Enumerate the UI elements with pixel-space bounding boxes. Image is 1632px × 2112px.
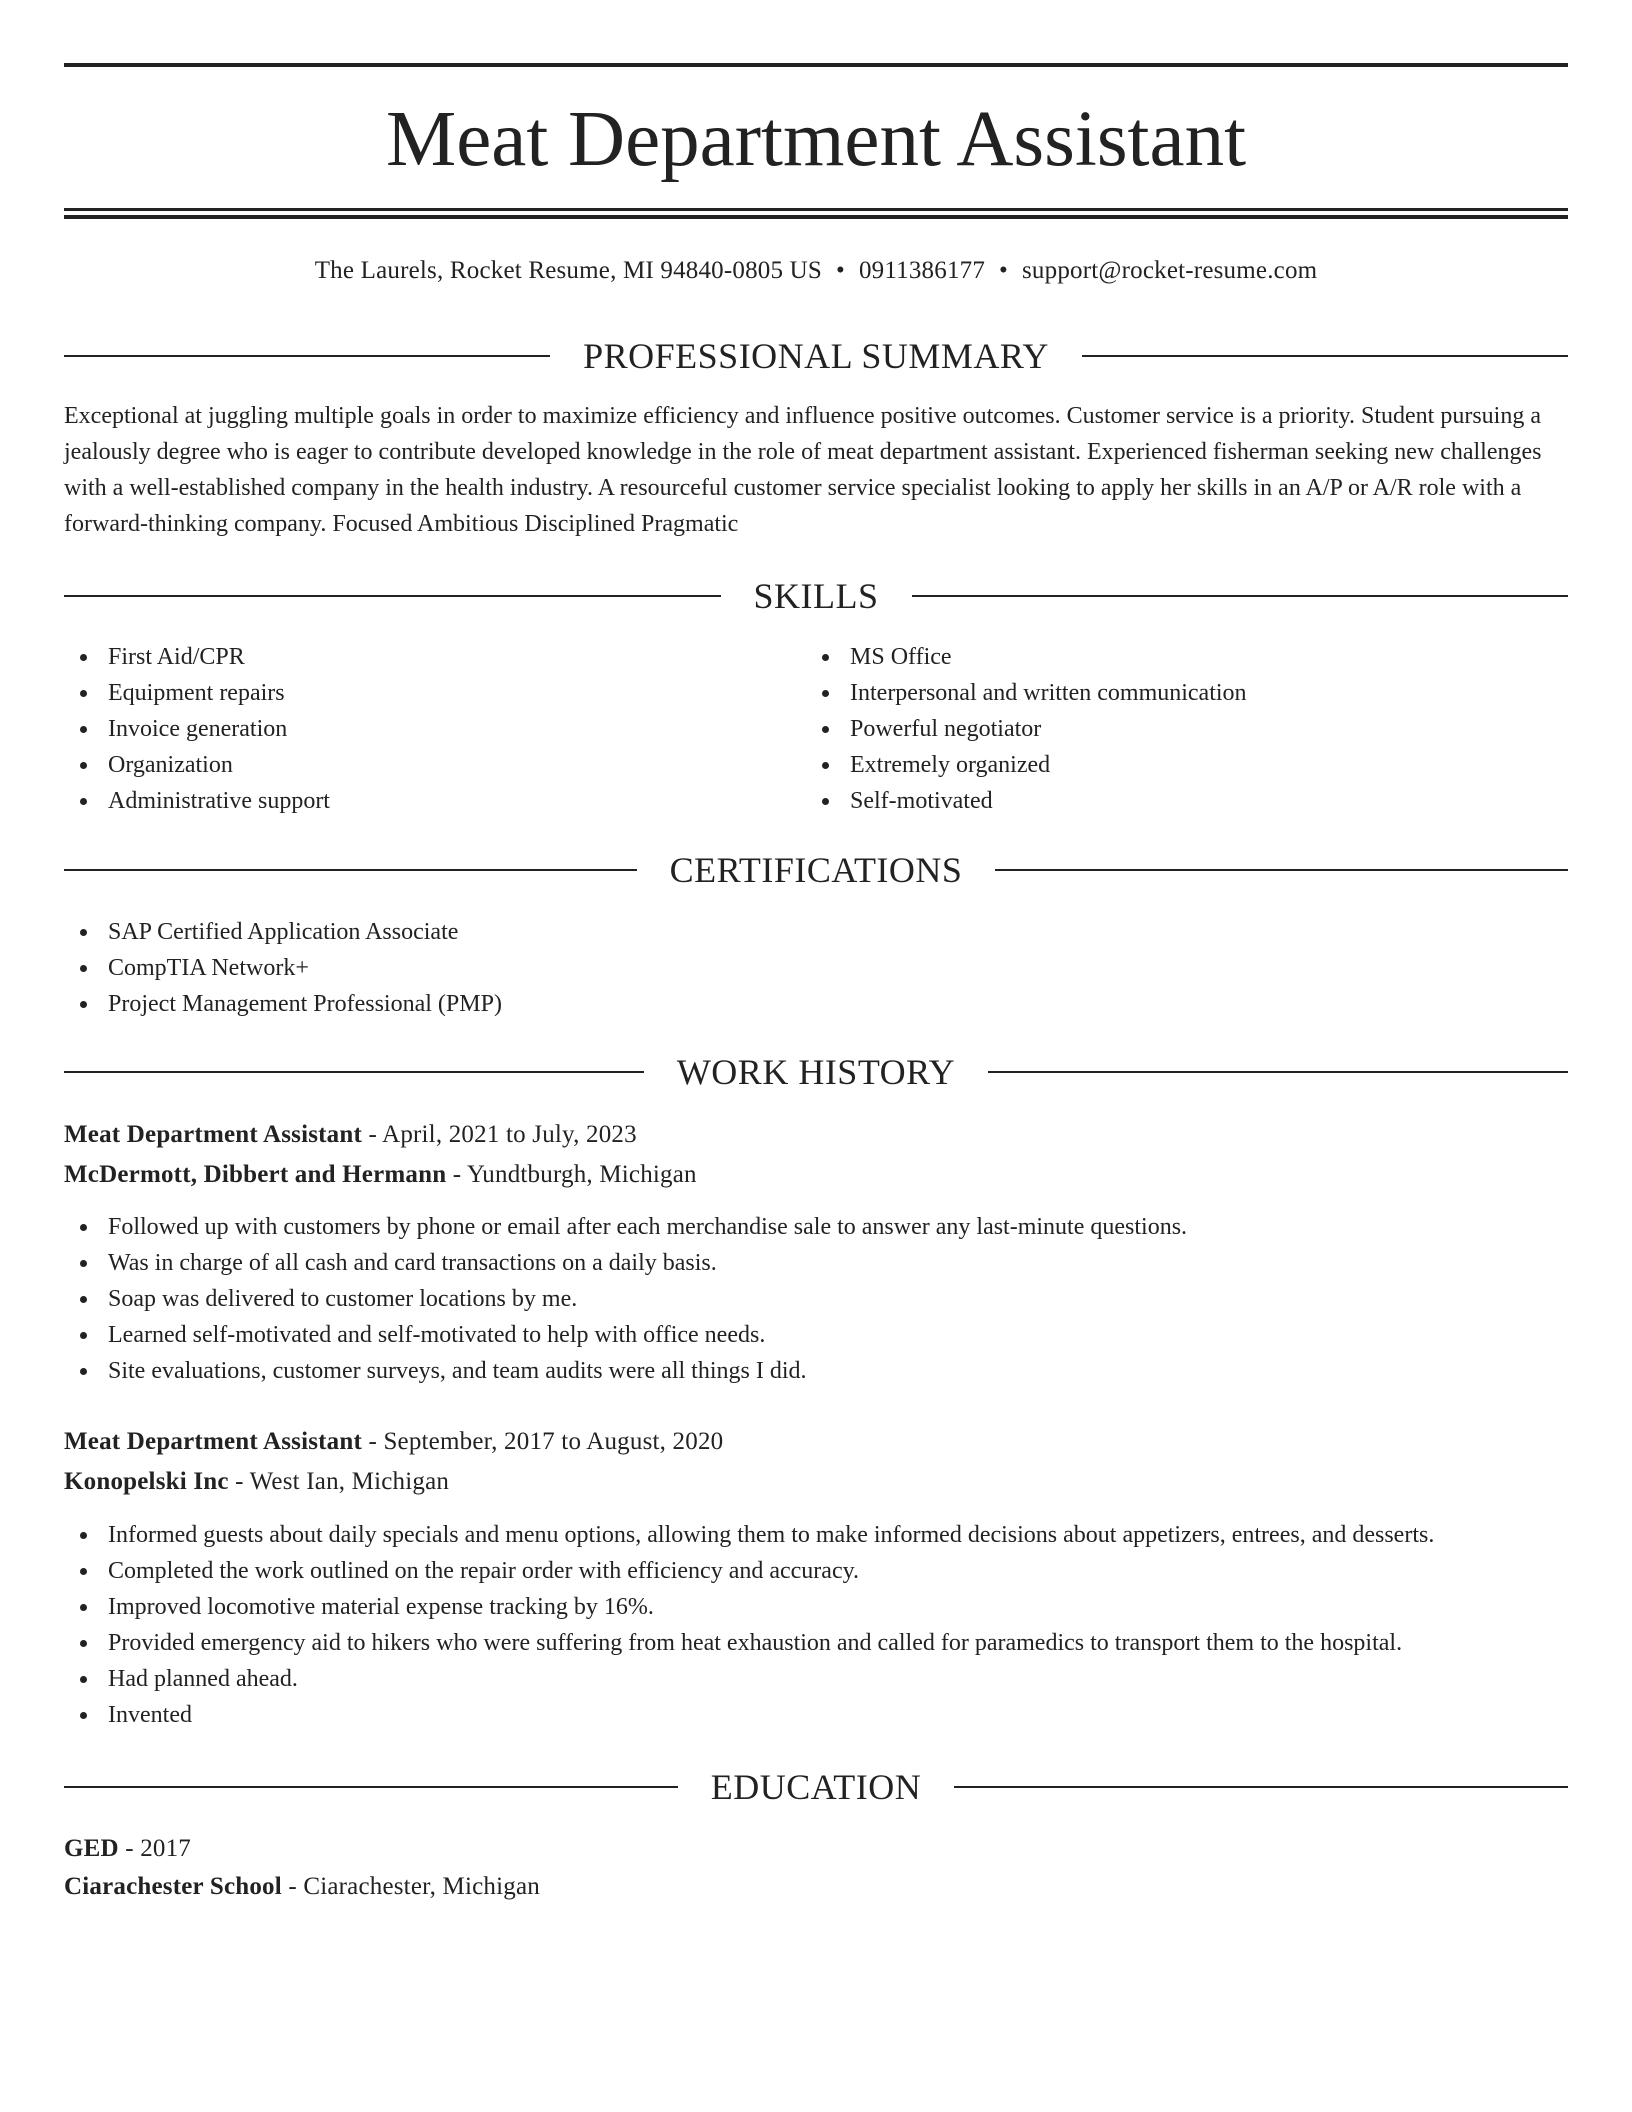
job-company: McDermott, Dibbert and Hermann (64, 1161, 447, 1188)
section-title: SKILLS (753, 576, 879, 616)
job-title-line (64, 1424, 723, 1460)
divider-line (64, 355, 550, 357)
skill-item: Powerful negotiator (806, 711, 1247, 747)
job-duty-item: Learned self-motivated and self-motivated to help with office needs. (64, 1317, 1187, 1353)
job-duties-list (64, 1517, 1434, 1733)
skill-item: Extremely organized (806, 747, 1247, 783)
section-title: PROFESSIONAL SUMMARY (583, 336, 1049, 376)
education-school-line (64, 1869, 540, 1905)
section-heading-skills (64, 574, 1568, 618)
skill-item: Self-motivated (806, 783, 1247, 819)
education-school: Ciarachester School (64, 1873, 282, 1900)
section-title: WORK HISTORY (676, 1052, 956, 1092)
skill-item: Equipment repairs (64, 675, 330, 711)
job-duty-item: Completed the work outlined on the repair order with efficiency and accuracy. (64, 1553, 1434, 1589)
divider-line (912, 595, 1569, 597)
skill-item: Interpersonal and written communication (806, 675, 1247, 711)
education-location: - Ciarachester, Michigan (281, 1873, 540, 1900)
section-heading-education (64, 1765, 1568, 1809)
divider-line (995, 869, 1568, 871)
job-duty-item: Informed guests about daily specials and menu options, allowing them to make informed decisions about appetizers, entrees, and desserts. (64, 1517, 1434, 1553)
contact-separator: • (836, 257, 845, 284)
job-company: Konopelski Inc (64, 1468, 229, 1495)
contact-address: The Laurels, Rocket Resume, MI 94840-0805 US (314, 257, 823, 284)
job-duty-item: Had planned ahead. (64, 1661, 1434, 1697)
skill-item: Organization (64, 747, 330, 783)
skill-item: First Aid/CPR (64, 639, 330, 675)
skills-list-right (806, 639, 1247, 819)
certifications-list (64, 914, 502, 1022)
job-duty-item: Soap was delivered to customer locations by me. (64, 1281, 1187, 1317)
resume-name-heading: Meat Department Assistant (385, 96, 1247, 183)
job-dates: - September, 2017 to August, 2020 (362, 1428, 724, 1455)
certification-item: SAP Certified Application Associate (64, 914, 502, 950)
skill-item: MS Office (806, 639, 1247, 675)
divider-line (64, 869, 637, 871)
divider-line (64, 1071, 644, 1073)
skill-item: Administrative support (64, 783, 330, 819)
job-title: Meat Department Assistant (64, 1428, 363, 1455)
section-heading-summary (64, 334, 1568, 378)
section-title: CERTIFICATIONS (669, 850, 963, 890)
job-location: - West Ian, Michigan (228, 1468, 450, 1495)
certification-item: CompTIA Network+ (64, 950, 502, 986)
contact-line (64, 253, 1568, 289)
education-degree-line (64, 1831, 191, 1867)
job-duty-item: Was in charge of all cash and card transactions on a daily basis. (64, 1245, 1187, 1281)
job-duties-list (64, 1209, 1187, 1389)
job-title: Meat Department Assistant (64, 1121, 363, 1148)
job-duty-item: Followed up with customers by phone or email after each merchandise sale to answer any last-minute questions. (64, 1209, 1187, 1245)
education-year: - 2017 (118, 1835, 192, 1862)
section-title: EDUCATION (710, 1767, 922, 1807)
divider-line (988, 1071, 1568, 1073)
job-company-line (64, 1464, 449, 1500)
top-rule (64, 63, 1568, 67)
contact-phone: 0911386177 (858, 257, 986, 284)
skill-item: Invoice generation (64, 711, 330, 747)
summary-paragraph: Exceptional at juggling multiple goals in order to maximize efficiency and influence positive outcomes. Customer service is a priority. Student pursuing a jealously degree who is eager to contribute developed knowledge in the role of meat department assistant. Experienced fisherman seeking new challenges with a well-established company in the health industry. A resourceful customer service specialist looking to apply her skills in an A/P or A/R role with a forward-thinking company. Focused Ambitious Disciplined Pragmatic (64, 403, 1542, 537)
job-duty-item: Improved locomotive material expense tracking by 16%. (64, 1589, 1434, 1625)
divider-line (64, 1786, 678, 1788)
job-location: - Yundtburgh, Michigan (446, 1161, 697, 1188)
contact-email: support@rocket-resume.com (1022, 257, 1318, 284)
name-underline-rule (64, 208, 1568, 211)
divider-line (1082, 355, 1568, 357)
section-heading-work-history (64, 1050, 1568, 1094)
skills-list-left (64, 639, 330, 819)
job-dates: - April, 2021 to July, 2023 (362, 1121, 637, 1148)
education-degree: GED (64, 1835, 119, 1862)
divider-line (954, 1786, 1568, 1788)
certification-item: Project Management Professional (PMP) (64, 986, 502, 1022)
divider-line (64, 595, 721, 597)
job-duty-item: Invented (64, 1697, 1434, 1733)
job-title-line (64, 1117, 637, 1153)
name-underline-rule-second (64, 215, 1568, 219)
contact-separator: • (999, 257, 1008, 284)
job-company-line (64, 1157, 697, 1193)
job-duty-item: Provided emergency aid to hikers who were suffering from heat exhaustion and called for paramedics to transport them to the hospital. (64, 1625, 1434, 1661)
job-duty-item: Site evaluations, customer surveys, and team audits were all things I did. (64, 1353, 1187, 1389)
section-heading-certifications (64, 848, 1568, 892)
